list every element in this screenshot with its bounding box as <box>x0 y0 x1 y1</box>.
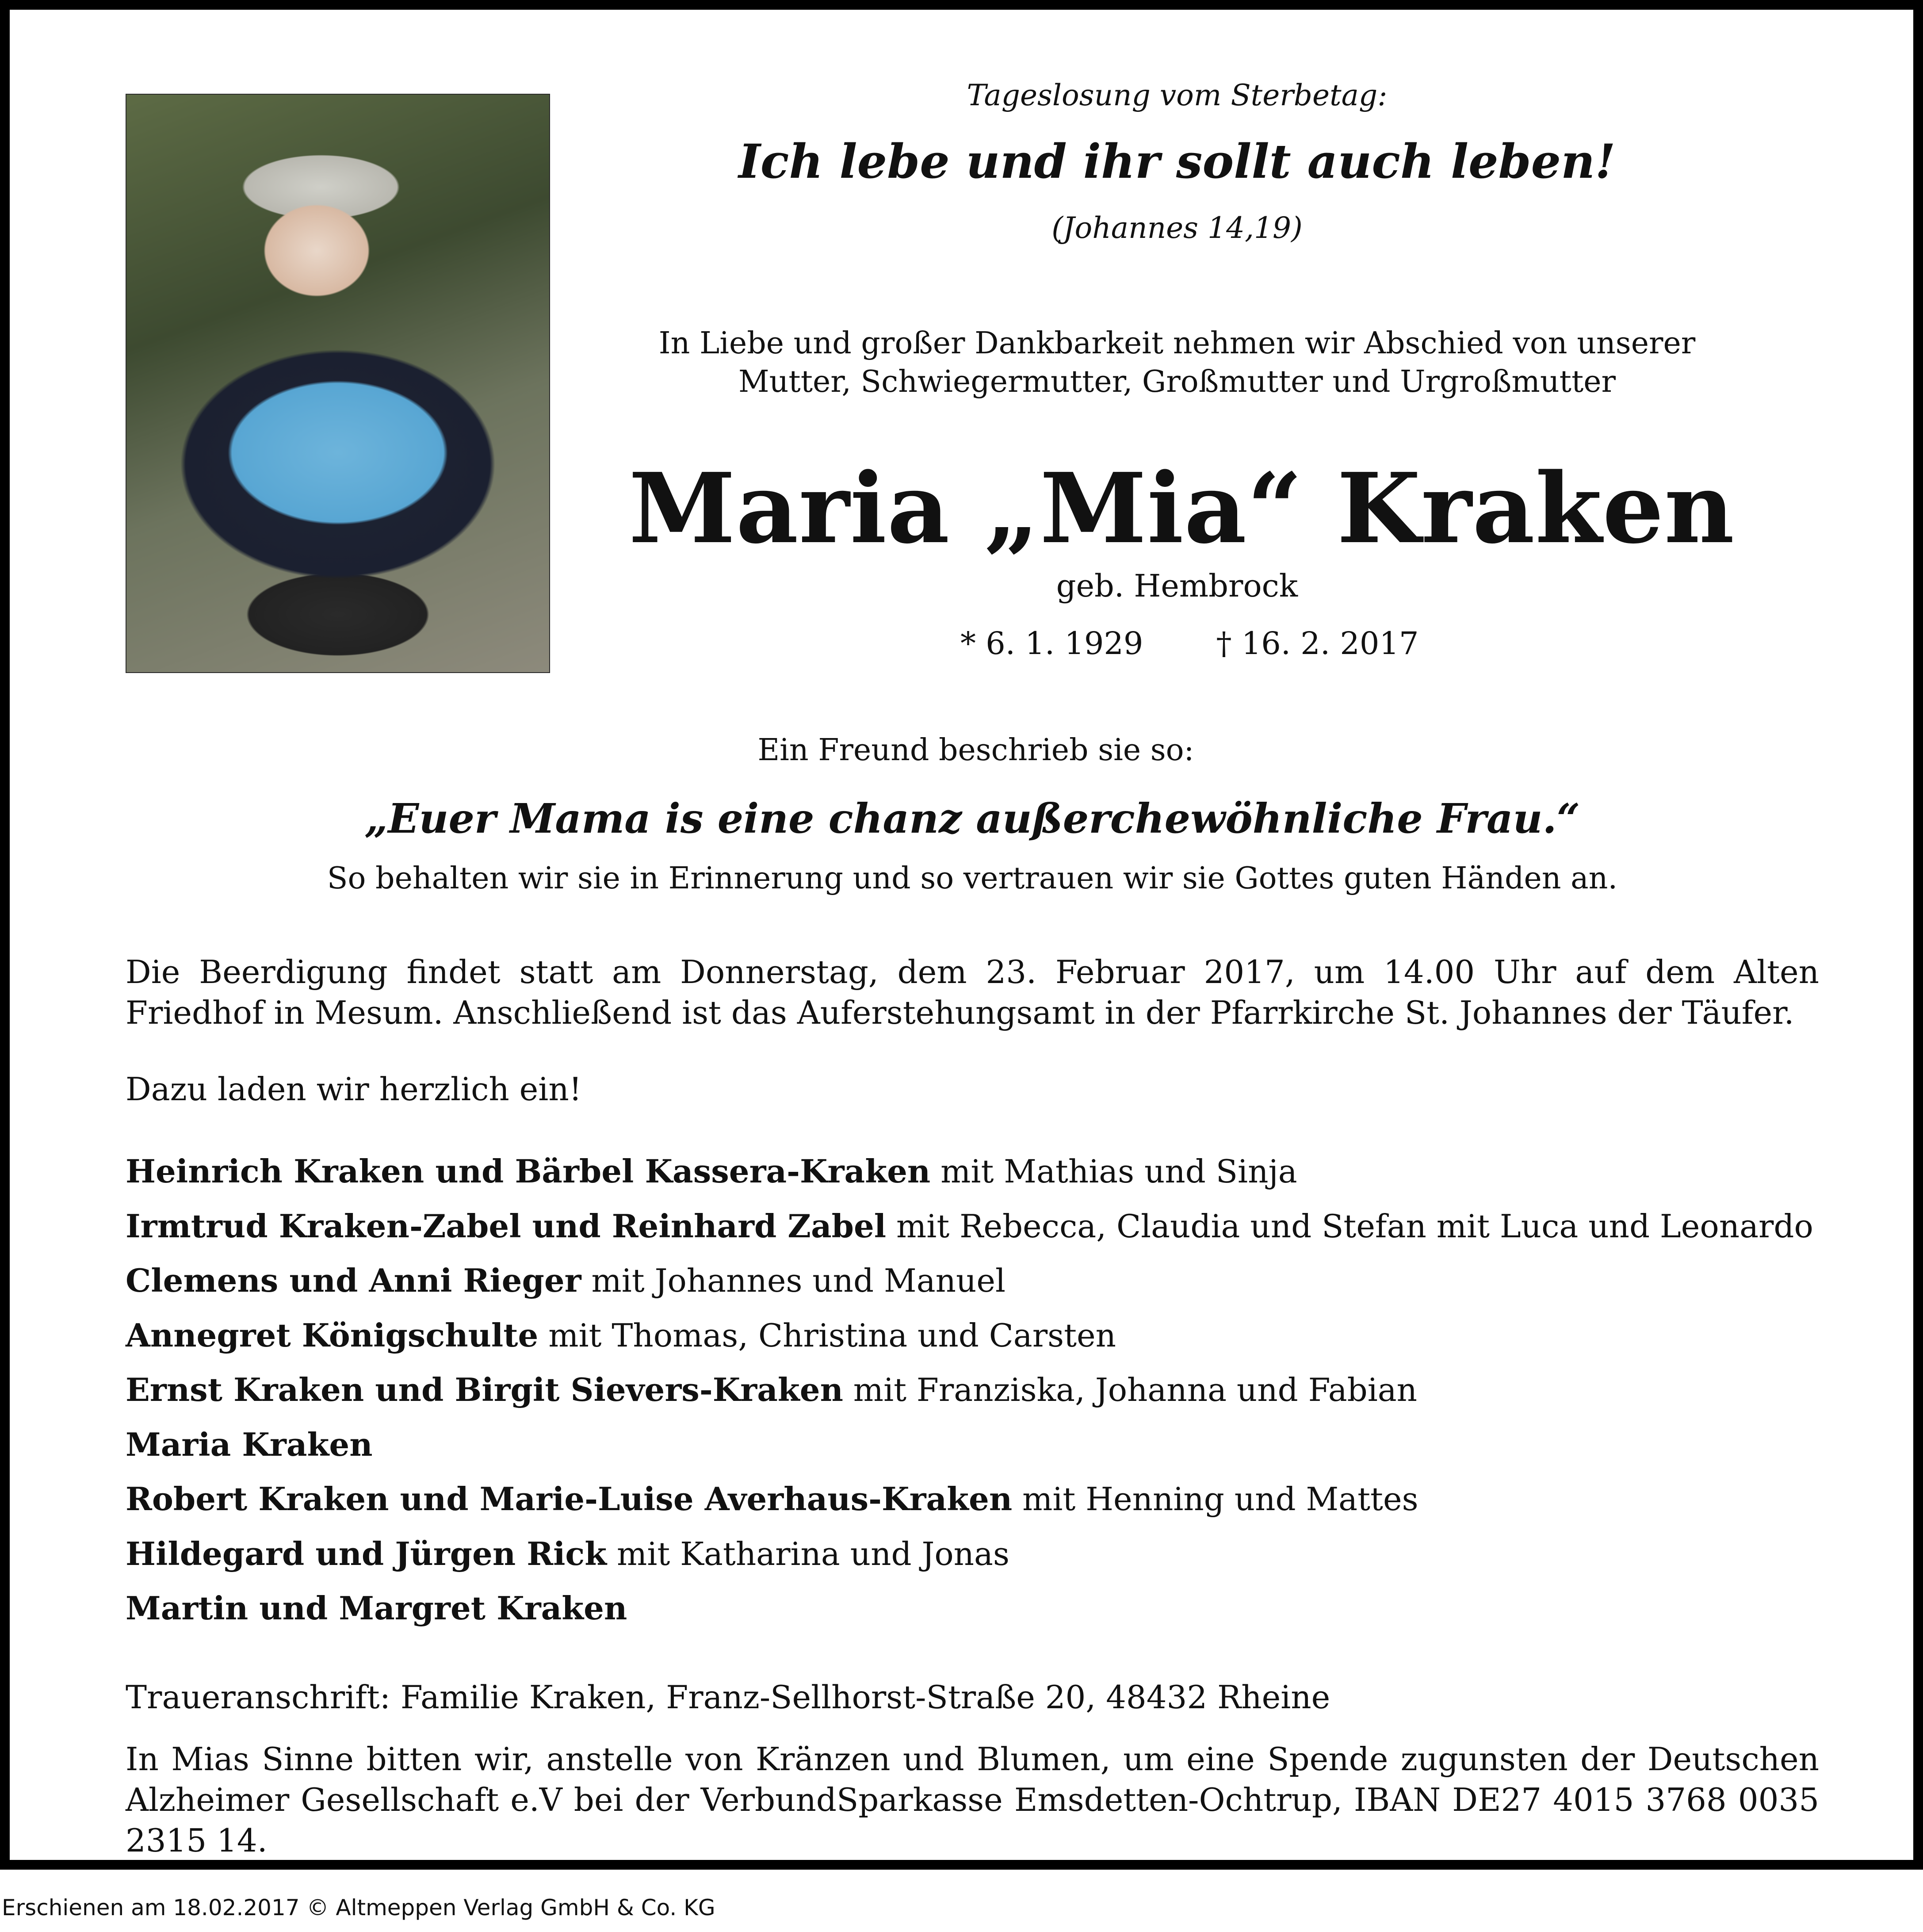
family-entry <box>126 1144 1813 1199</box>
family-entry <box>126 1199 1813 1254</box>
family-entry <box>126 1253 1813 1308</box>
portrait-photo <box>126 94 550 673</box>
family-entry <box>126 1308 1813 1363</box>
donation-request: In Mias Sinne bitten wir, anstelle von Kränzen und Blumen, um eine Spende zugunsten der Deutschen Alzheimer Gesellschaft e.V bei der VerbundSparkasse Emsdetten-Ochtrup, IBAN DE27 4015 3768 0035 2315 14. <box>126 1741 1819 1859</box>
death-date: † 16. 2. 2017 <box>1216 625 1419 662</box>
birth-date: * 6. 1. 1929 <box>960 625 1143 662</box>
family-names: Maria Kraken <box>126 1425 373 1463</box>
family-names: Robert Kraken und Marie-Luise Averhaus-Kraken <box>126 1480 1013 1518</box>
family-children: mit Mathias und Sinja <box>930 1153 1297 1190</box>
invitation: Dazu laden wir herzlich ein! <box>126 1071 582 1108</box>
mourning-address: Traueranschrift: Familie Kraken, Franz-Sellhorst-Straße 20, 48432 Rheine <box>126 1679 1330 1716</box>
family-names: Clemens und Anni Rieger <box>126 1262 581 1299</box>
family-entry <box>126 1472 1813 1526</box>
family-names: Ernst Kraken und Birgit Sievers-Kraken <box>126 1371 843 1408</box>
friend-quote: „Euer Mama is eine chanz außerchewöhnliche Frau.“ <box>364 795 1580 842</box>
family-entry <box>126 1526 1813 1581</box>
remembrance-line: So behalten wir sie in Erinnerung und so vertrauen wir sie Gottes guten Händen an. <box>327 861 1618 896</box>
family-list <box>126 1144 1813 1636</box>
family-names: Annegret Königschulte <box>126 1316 539 1354</box>
family-names: Irmtrud Kraken-Zabel und Reinhard Zabel <box>126 1207 887 1245</box>
family-names: Martin und Margret Kraken <box>126 1589 627 1627</box>
family-entry <box>126 1362 1813 1417</box>
life-dates <box>960 625 1419 662</box>
family-children: mit Rebecca, Claudia und Stefan mit Luca und Leonardo <box>886 1207 1813 1245</box>
family-children: mit Katharina und Jonas <box>607 1535 1009 1572</box>
intro-line-2: Mutter, Schwiegermutter, Großmutter und Urgroßmutter <box>738 364 1616 399</box>
publication-footer: Erschienen am 18.02.2017 © Altmeppen Verlag GmbH & Co. KG <box>2 1895 715 1921</box>
family-entry <box>126 1581 1813 1636</box>
friend-line: Ein Freund beschrieb sie so: <box>757 733 1194 768</box>
losung-verse: Ich lebe und ihr sollt auch leben! <box>738 134 1616 189</box>
losung-label: Tageslosung vom Sterbetag: <box>967 78 1388 112</box>
family-children: mit Thomas, Christina und Carsten <box>538 1316 1116 1354</box>
family-children: mit Henning und Mattes <box>1012 1481 1418 1518</box>
deceased-name: Maria „Mia“ Kraken <box>629 452 1735 565</box>
intro-line-1: In Liebe und großer Dankbarkeit nehmen wir Abschied von unserer <box>658 326 1696 361</box>
losung-reference: (Johannes 14,19) <box>1051 211 1303 245</box>
family-entry <box>126 1417 1813 1472</box>
family-children: mit Johannes und Manuel <box>581 1262 1006 1299</box>
funeral-details: Die Beerdigung findet statt am Donnerstag, dem 23. Februar 2017, um 14.00 Uhr auf dem Alten Friedhof in Mesum. Anschließend ist das Auferstehungsamt in der Pfarrkirche St. Johannes der Täufer. <box>126 953 1819 1031</box>
family-children: mit Franziska, Johanna und Fabian <box>843 1371 1418 1408</box>
family-names: Hildegard und Jürgen Rick <box>126 1534 607 1572</box>
birth-name: geb. Hembrock <box>1056 568 1298 604</box>
family-names: Heinrich Kraken und Bärbel Kassera-Kraken <box>126 1152 931 1190</box>
